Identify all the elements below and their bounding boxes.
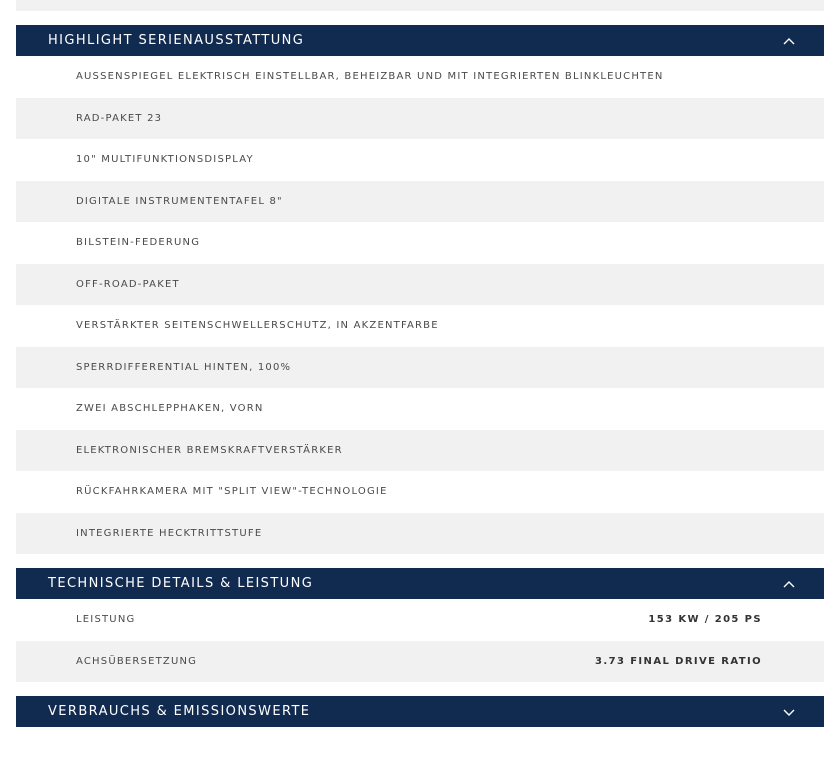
section-title: TECHNISCHE DETAILS & LEISTUNG	[48, 576, 314, 591]
item-label: ZWEI ABSCHLEPPHAKEN, VORN	[76, 403, 264, 415]
item-label: SPERRDIFFERENTIAL HINTEN, 100%	[76, 361, 292, 373]
list-item	[16, 98, 824, 140]
list-item	[16, 139, 824, 181]
spec-label: ACHSÜBERSETZUNG	[76, 655, 198, 667]
spec-label: LEISTUNG	[76, 614, 136, 626]
list-item	[16, 305, 824, 347]
section-title: VERBRAUCHS & EMISSIONSWERTE	[48, 704, 311, 719]
chevron-up-icon	[782, 36, 796, 46]
list-item	[16, 56, 824, 98]
chevron-down-icon	[782, 707, 796, 717]
section-body-technische-details	[16, 599, 824, 682]
list-item	[16, 264, 824, 306]
list-item	[16, 181, 824, 223]
item-label: BILSTEIN-FEDERUNG	[76, 237, 201, 249]
list-item	[16, 222, 824, 264]
list-item	[16, 430, 824, 472]
spec-row-achsuebersetzung	[16, 641, 824, 683]
spec-accordion	[16, 0, 824, 727]
item-label: ELEKTRONISCHER BREMSKRAFTVERSTÄRKER	[76, 444, 343, 456]
item-label: RAD-PAKET 23	[76, 112, 163, 124]
chevron-up-icon	[782, 579, 796, 589]
spec-value: 153 KW / 205 PS	[648, 614, 762, 626]
section-title: HIGHLIGHT SERIENAUSSTATTUNG	[48, 33, 305, 48]
spec-value: 3.73 FINAL DRIVE RATIO	[595, 655, 762, 667]
item-label: DIGITALE INSTRUMENTENTAFEL 8"	[76, 195, 283, 207]
item-label: OFF-ROAD-PAKET	[76, 278, 180, 290]
item-label: 10" MULTIFUNKTIONSDISPLAY	[76, 154, 254, 166]
spec-row-leistung	[16, 599, 824, 641]
previous-section-stub	[16, 0, 824, 11]
section-header-highlight-serienausstattung[interactable]	[16, 25, 824, 56]
list-item	[16, 347, 824, 389]
section-header-verbrauchs-emissionswerte[interactable]	[16, 696, 824, 727]
item-label: AUSSENSPIEGEL ELEKTRISCH EINSTELLBAR, BEHEIZBAR UND MIT INTEGRIERTEN BLINKLEUCHTEN	[76, 71, 664, 83]
section-header-technische-details[interactable]	[16, 568, 824, 599]
item-label: RÜCKFAHRKAMERA MIT "SPLIT VIEW"-TECHNOLOGIE	[76, 486, 388, 498]
item-label: VERSTÄRKTER SEITENSCHWELLERSCHUTZ, IN AKZENTFARBE	[76, 320, 439, 332]
section-body-highlight	[16, 56, 824, 554]
item-label: INTEGRIERTE HECKTRITTSTUFE	[76, 527, 263, 539]
list-item	[16, 513, 824, 555]
list-item	[16, 388, 824, 430]
list-item	[16, 471, 824, 513]
